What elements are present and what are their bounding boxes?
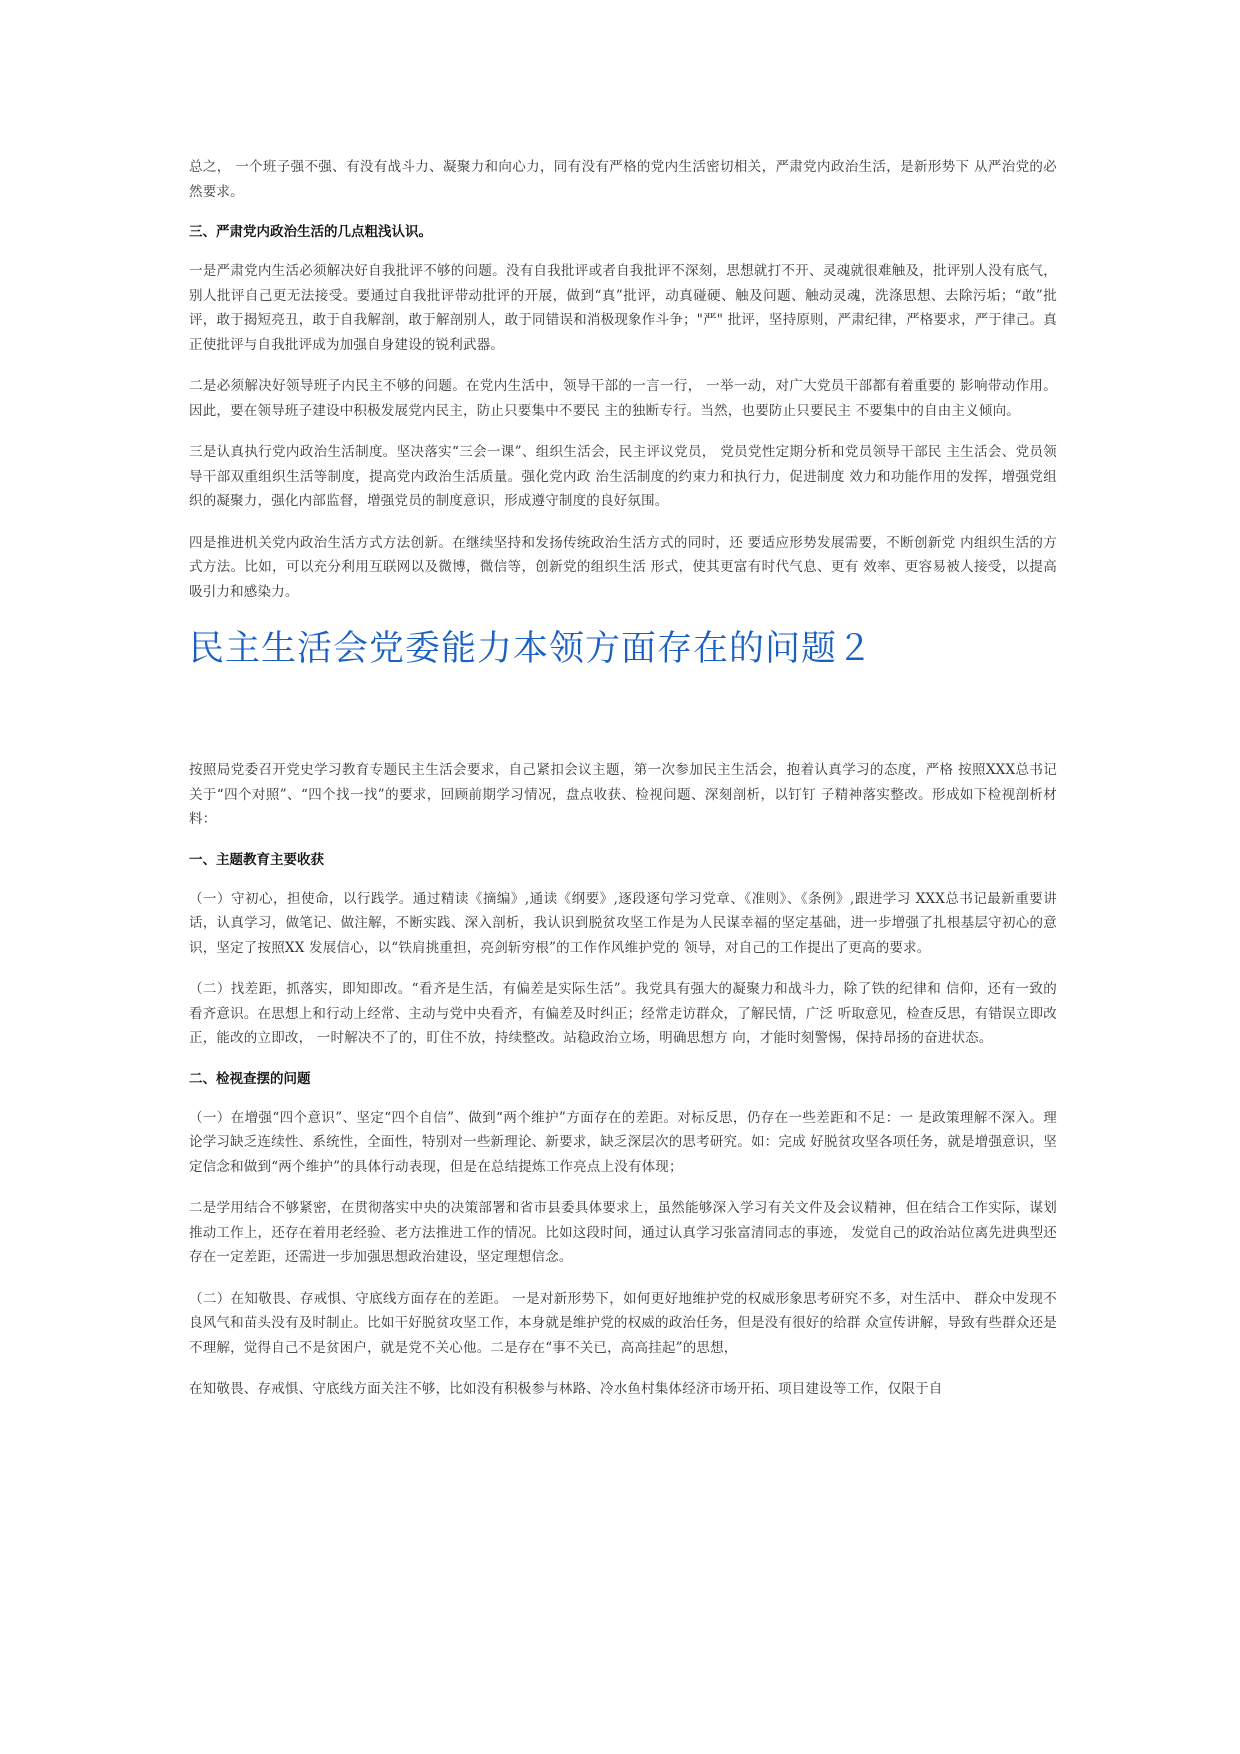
paragraph-point-one: 一是严肃党内生活必须解决好自我批评不够的问题。没有自我批评或者自我批评不深刻，思想就打不开、灵魂就很难触及，批评别人没有底气，别人批评自己更无法接受。要通过自我批评带动批评的开展，做到“真”批评，动真碰硬、触及问题、触动灵魂，洗涤思想、去除污垢；“敢”批评，敢于揭短亮丑，敢于自我解剖，敢于解剖别人，敢于同错误和消极现象作斗争；"严" 批评，坚持原则，严肃纪律，严格要求，严于律己。真正使批评与自我批评成为加强自身建设的锐利武器。: [189, 263, 1057, 353]
paragraph-point-three: 三是认真执行党内政治生活制度。坚决落实“三会一课”、组织生活会，民主评议党员， 党员党性定期分析和党员领导干部民 主生活会、党员领导干部双重组织生活等制度，提高党内政治生活质量。强化党内政 治生活制度的约束力和执行力，促进制度 效力和功能作用的发挥，增强党组织的凝聚力，强化内部监督，增强党员的制度意识，形成遵守制度的良好氛围。: [189, 444, 1057, 509]
paragraph-summary: 总之， 一个班子强不强、有没有战斗力、凝聚力和向心力，同有没有严格的党内生活密切相关，严肃党内政治生活，是新形势下 从严治党的必然要求。: [189, 159, 1057, 200]
section-heading-problems: 二、检视查摆的问题: [189, 1070, 311, 1087]
paragraph-problem-one-cont: 二是学用结合不够紧密，在贯彻落实中央的决策部署和省市县委具体要求上，虽然能够深入学习有关文件及会议精神，但在结合工作实际，谋划推动工作上，还存在着用老经验、老方法推进工作的情况。比如这段时间，通过认真学习张富清同志的事迹， 发觉自己的政治站位离先进典型还存在一定差距，还需进一步加强思想政治建设，坚定理想信念。: [189, 1200, 1057, 1265]
document-page: [189, 155, 1057, 1402]
section-heading-three: 三、严肃党内政治生活的几点粗浅认识。: [189, 224, 432, 240]
paragraph-problem-one: （一）在增强“四个意识”、坚定“四个自信”、做到“两个维护”方面存在的差距。对标反思，仍存在一些差距和不足：一 是政策理解不深入。理论学习缺乏连续性、系统性，全面性，特别对一些新理论、新要求，缺乏深层次的思考研究。如：完成 好脱贫攻坚各项任务，就是增强意识，坚定信念和做到“两个维护”的具体行动表现，但是在总结提炼工作亮点上没有体现；: [189, 1109, 1057, 1175]
document-title: 民主生活会党委能力本领方面存在的问题２: [189, 629, 874, 669]
paragraph-gain-two: （二）找差距，抓落实，即知即改。“看齐是生活，有偏差是实际生活”。我党具有强大的凝聚力和战斗力，除了铁的纪律和 信仰，还有一致的看齐意识。在思想上和行动上经常、主动与党中央看齐，有偏差及时纠正；经常走访群众，了解民情，广泛 听取意见，检查反思，有错误立即改正，能改的立即改， 一时解决不了的，盯住不放，持续整改。站稳政治立场，明确思想方 向，才能时刻警惕，保持昂扬的奋进状态。: [189, 981, 1057, 1046]
paragraph-problem-two: （二）在知敬畏、存戒惧、守底线方面存在的差距。 一是对新形势下，如何更好地维护党的权威形象思考研究不多，对生活中、 群众中发现不良风气和苗头没有及时制止。比如干好脱贫攻坚工作，本身就是维护党的权威的政治任务，但是没有很好的给群 众宣传讲解，导致有些群众还是不理解，觉得自己不是贫困户，就是党不关心他。二是存在“事不关已，高高挂起”的思想，: [189, 1290, 1057, 1356]
section-heading-gains: 一、主题教育主要收获: [189, 851, 324, 868]
paragraph-gain-one: （一）守初心，担使命，以行践学。通过精读《摘编》,通读《纲要》,逐段逐句学习党章、《准则》、《条例》,跟进学习 XXX总书记最新重要讲话，认真学习，做笔记、做注解，不断实践、深入剖析，我认识到脱贫攻坚工作是为人民谋幸福的坚定基础，进一步增强了扎根基层守初心的意识，坚定了按照XX 发展信心，以“铁肩挑重担，亮剑斩穷根”的工作作风维护党的 领导，对自己的工作提出了更高的要求。: [189, 890, 1057, 956]
paragraph-point-four: 四是推进机关党内政治生活方式方法创新。在继续坚持和发扬传统政治生活方式的同时，还 要适应形势发展需要，不断创新党 内组织生活的方式方法。比如，可以充分利用互联网以及微博，微信等，创新党的组织生活 形式，使其更富有时代气息、更有 效率、更容易被人接受，以提高吸引力和感染力。: [189, 534, 1057, 600]
paragraph-point-two: 二是必须解决好领导班子内民主不够的问题。在党内生活中，领导干部的一言一行， 一举一动，对广大党员干部都有着重要的 影响带动作用。因此，要在领导班子建设中积极发展党内民主，防止只要集中不要民 主的独断专行。当然，也要防止只要民主 不要集中的自由主义倾向。: [189, 378, 1057, 419]
paragraph-intro: 按照局党委召开党史学习教育专题民主生活会要求，自己紧扣会议主题，第一次参加民主生活会，抱着认真学习的态度，严格 按照XXX总书记关于“四个对照”、“四个找一找”的要求，回顾前期学习情况，盘点收获、检视问题、深刻剖析，以钉钉 子精神落实整改。形成如下检视剖析材料：: [189, 762, 1057, 827]
paragraph-problem-two-cont: 在知敬畏、存戒惧、守底线方面关注不够，比如没有积极参与林路、冷水鱼村集体经济市场开拓、项目建设等工作，仅限于自: [189, 1381, 943, 1397]
